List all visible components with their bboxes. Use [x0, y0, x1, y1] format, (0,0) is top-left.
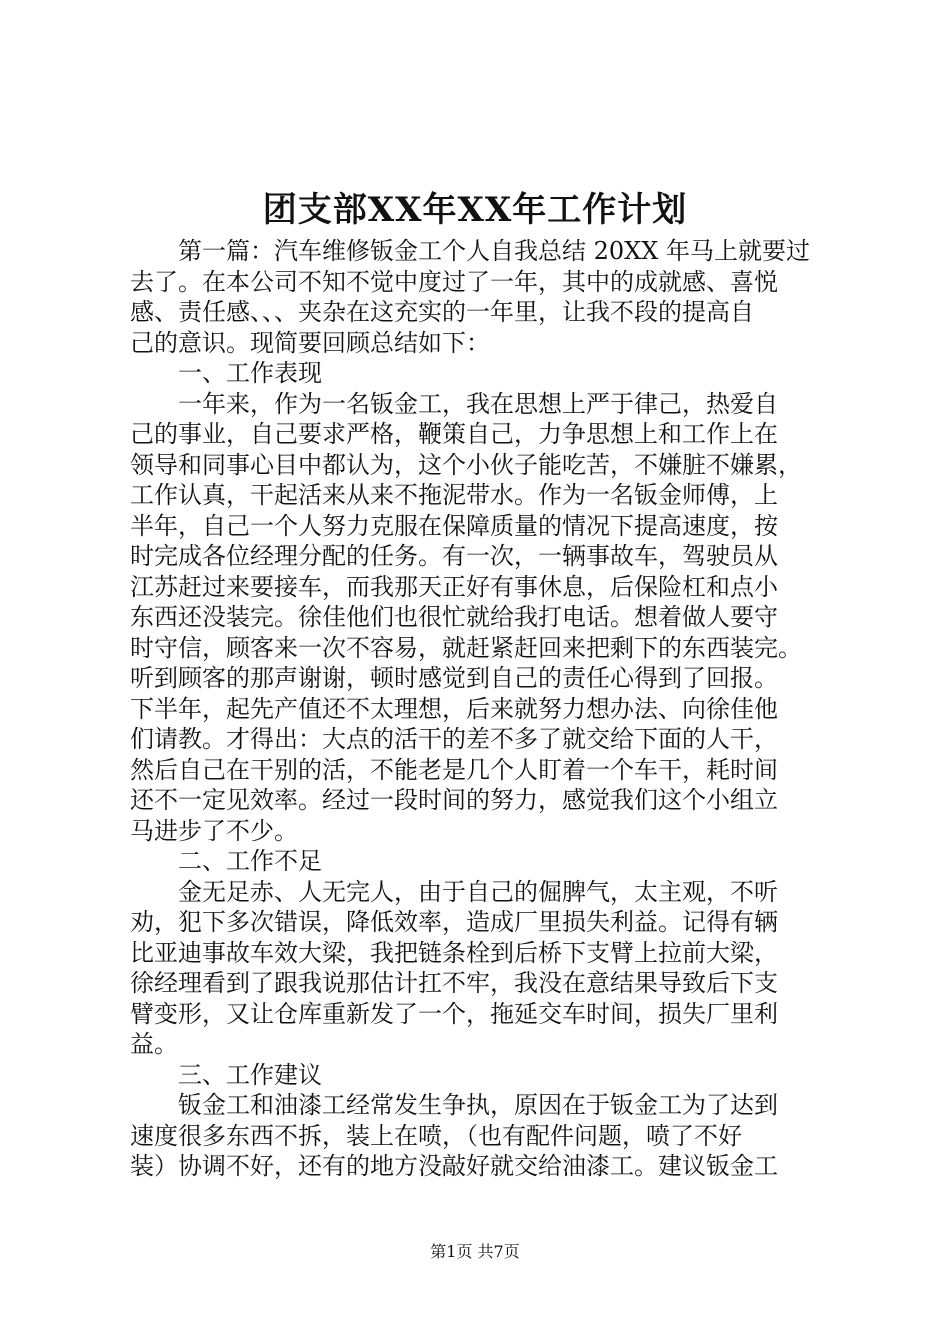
body-line: 们请教。才得出：大点的活干的差不多了就交给下面的人干， [130, 725, 778, 753]
body-line: 感、责任感、、、夹杂在这充实的一年里，让我不段的提高自 [130, 298, 754, 326]
body-line: 己的事业，自己要求严格，鞭策自己，力争思想上和工作上在 [130, 420, 778, 448]
body-line: 去了。在本公司不知不觉中度过了一年，其中的成就感、喜悦 [130, 267, 778, 296]
body-line: 时守信，顾客来一次不容易，就赶紧赶回来把剩下的东西装完。 [130, 633, 802, 662]
document-body [130, 236, 830, 1182]
body-line: 领导和同事心目中都认为，这个小伙子能吃苦，不嫌脏不嫌累， [130, 450, 802, 479]
body-line: 己的意识。现简要回顾总结如下： [130, 328, 490, 357]
body-line: 江苏赶过来要接车，而我那天正好有事休息，后保险杠和点小 [130, 572, 778, 601]
body-line: 一、工作表现 [130, 359, 322, 387]
body-line: 速度很多东西不拆，装上在喷，（也有配件问题，喷了不好 [130, 1121, 742, 1150]
body-line: 装）协调不好，还有的地方没敲好就交给油漆工。建议钣金工 [130, 1152, 778, 1180]
body-line: 时完成各位经理分配的任务。有一次，一辆事故车，驾驶员从 [130, 542, 778, 570]
body-line: 马进步了不少。 [130, 816, 298, 845]
body-line: 半年，自己一个人努力克服在保障质量的情况下提高速度，按 [130, 511, 778, 540]
body-line: 然后自己在干别的活，不能老是几个人盯着一个车干，耗时间 [130, 755, 778, 784]
page-footer: 第1页 共7页 [430, 1242, 520, 1261]
document-title: 团支部XX年XX年工作计划 [262, 190, 688, 230]
body-line: 劝，犯下多次错误，降低效率，造成厂里损失利益。记得有辆 [130, 908, 778, 936]
body-line: 还不一定见效率。经过一段时间的努力，感觉我们这个小组立 [130, 786, 778, 814]
body-line: 金无足赤、人无完人，由于自己的倔脾气，太主观，不听 [130, 877, 778, 906]
body-line: 二、工作不足 [130, 847, 322, 875]
body-line: 下半年，起先产值还不太理想，后来就努力想办法、向徐佳他 [130, 694, 778, 723]
body-line: 钣金工和油漆工经常发生争执，原因在于钣金工为了达到 [130, 1091, 778, 1119]
body-line: 一年来，作为一名钣金工，我在思想上严于律己，热爱自 [130, 389, 778, 418]
body-line: 比亚迪事故车效大梁，我把链条栓到后桥下支臂上拉前大梁， [130, 938, 778, 967]
body-line: 臂变形，又让仓库重新发了一个，拖延交车时间，损失厂里利 [130, 999, 778, 1028]
body-line: 徐经理看到了跟我说那估计扛不牢，我没在意结果导致后下支 [130, 969, 778, 997]
body-line: 益。 [130, 1030, 178, 1058]
body-line: 三、工作建议 [130, 1060, 322, 1089]
body-line: 东西还没装完。徐佳他们也很忙就给我打电话。想着做人要守 [130, 603, 778, 631]
body-line: 听到顾客的那声谢谢，顿时感觉到自己的责任心得到了回报。 [130, 664, 778, 692]
body-line: 工作认真，干起活来从来不拖泥带水。作为一名钣金师傅，上 [130, 481, 778, 509]
body-line: 第一篇：汽车维修钣金工个人自我总结 20XX 年马上就要过 [130, 237, 810, 265]
